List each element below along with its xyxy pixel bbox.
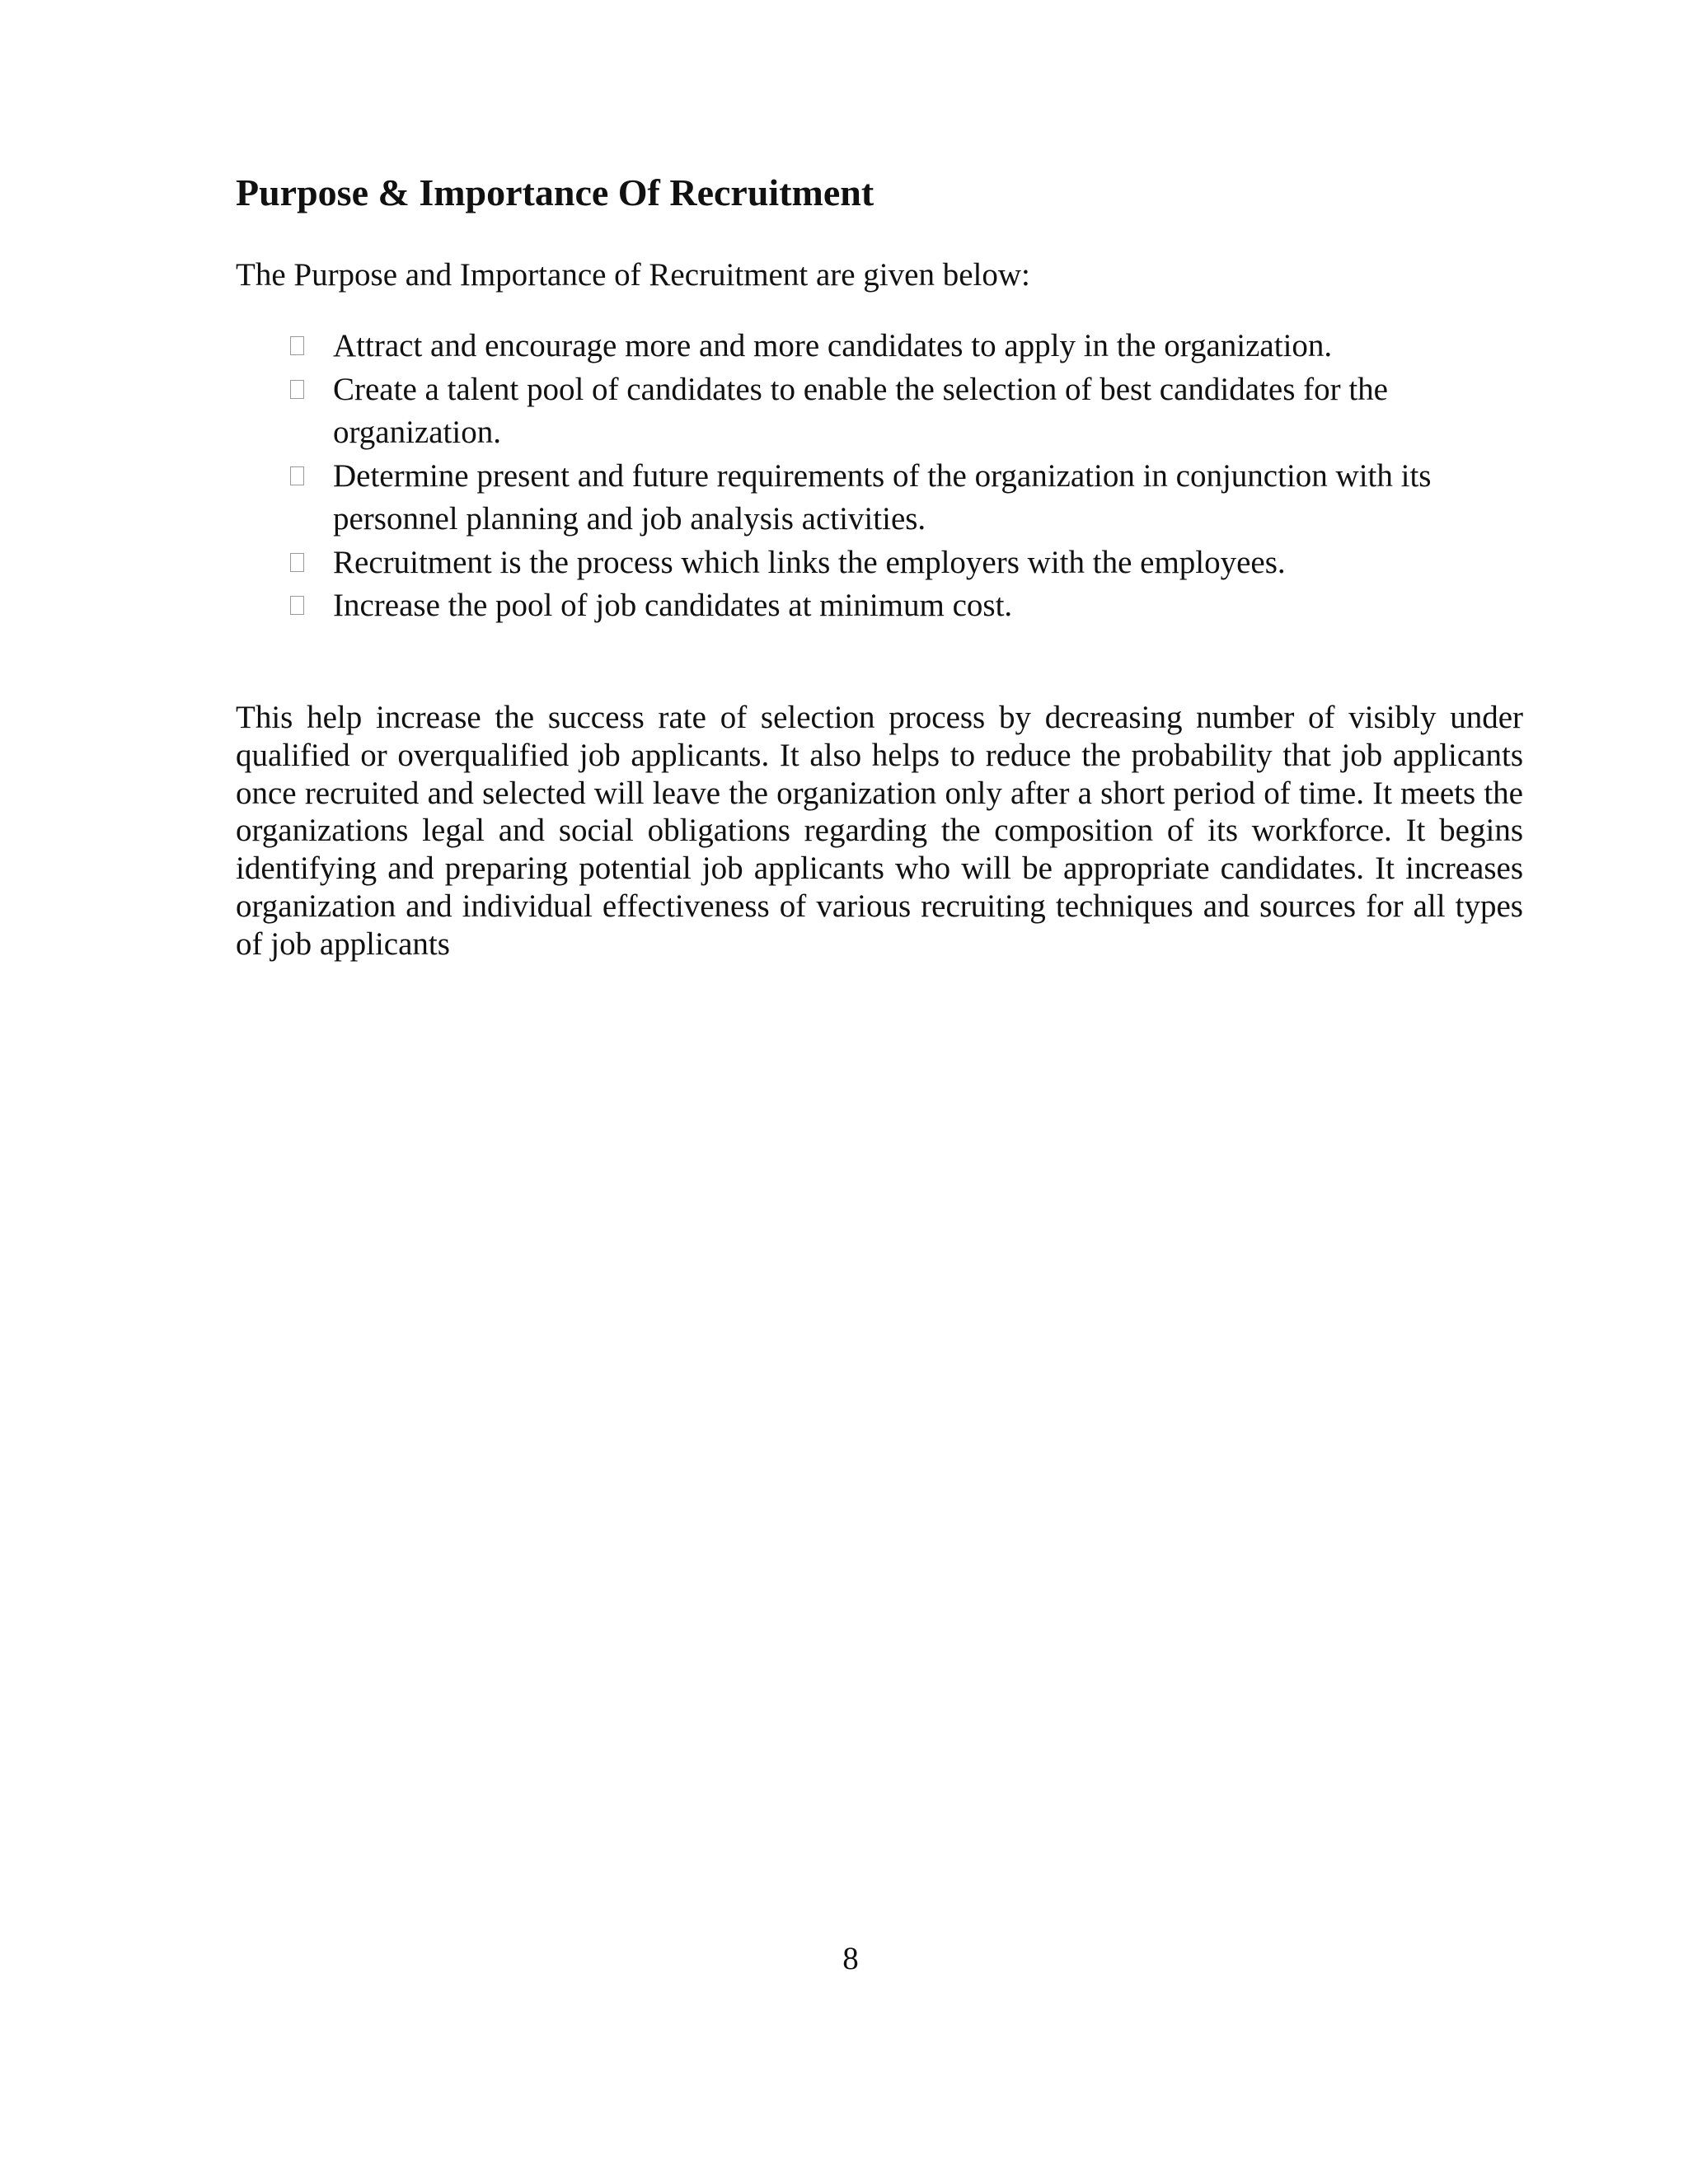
intro-text: The Purpose and Importance of Recruitment are given below: (236, 257, 1030, 293)
list-item (284, 455, 1487, 541)
checkbox-square-icon (290, 336, 304, 355)
page-title: Purpose & Importance Of Recruitment (236, 171, 874, 213)
list-item-text: Create a talent pool of candidates to enable the selection of best candidates for the organization. (333, 371, 1388, 450)
checkbox-square-icon (290, 380, 304, 399)
list-item-text: Recruitment is the process which links the employers with the employees. (333, 544, 1286, 580)
list-item (284, 584, 1487, 628)
list-item-text: Attract and encourage more and more candidates to apply in the organization. (333, 328, 1333, 363)
list-item (284, 541, 1487, 585)
checkbox-square-icon (290, 466, 304, 485)
list-item (284, 368, 1487, 455)
page-number: 8 (842, 1941, 859, 1976)
list-item (284, 325, 1487, 368)
checkbox-square-icon (290, 553, 304, 572)
list-item-text: Determine present and future requirements of the organization in conjunction with its personnel planning and job analysis activities. (333, 457, 1432, 537)
bullet-list (284, 325, 1487, 628)
list-item-text: Increase the pool of job candidates at minimum cost. (333, 588, 1013, 623)
checkbox-square-icon (290, 596, 304, 615)
body-paragraph: This help increase the success rate of selection process by decreasing number of visibly under qualified or overqualified job applicants. It also helps to reduce the probability that job applicants once recruited and selected will leave the organization only after a short period of time. It meets the organizations legal and social obligations regarding the composition of its workforce. It begins identifying and preparing potential job applicants who will be appropriate candidates. It increases organization and individual effectiveness of various recruiting techniques and sources for all types of job applicants (236, 700, 1523, 962)
